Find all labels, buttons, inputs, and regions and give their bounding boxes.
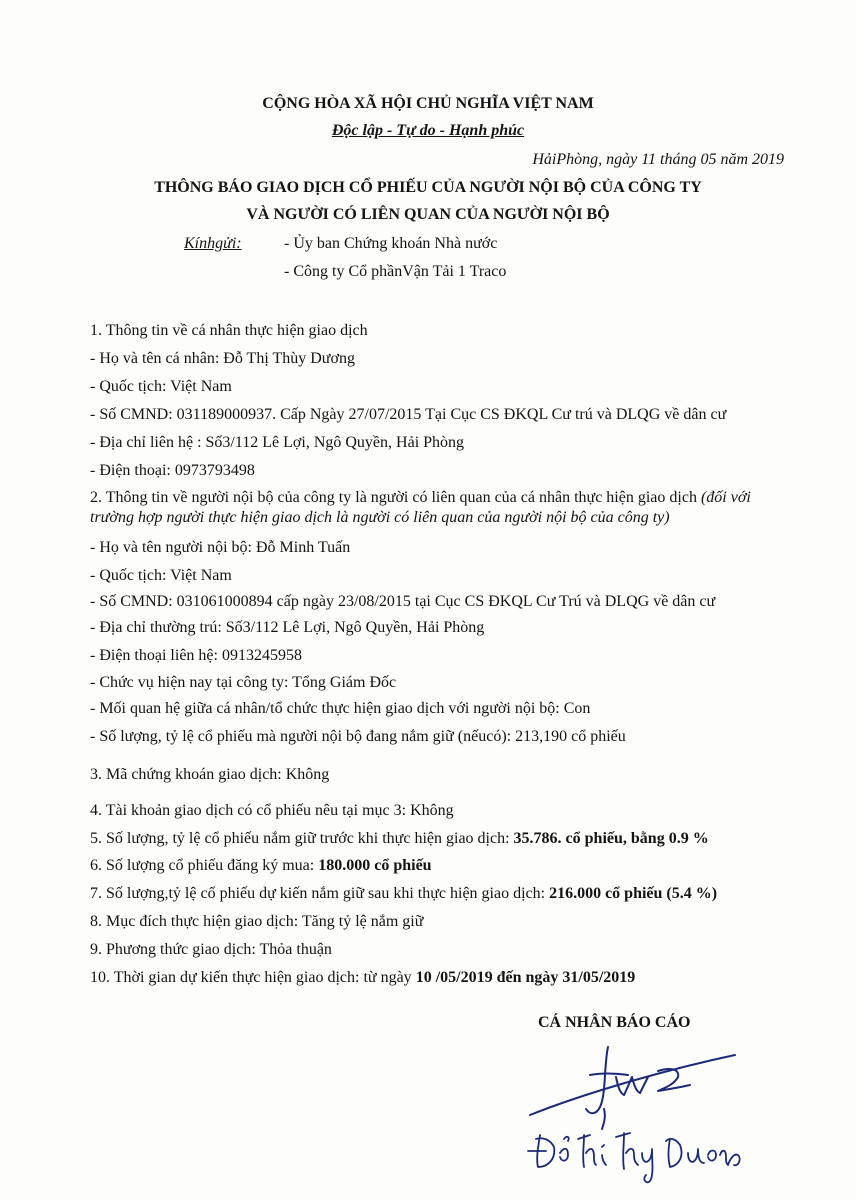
recipients-label: Kínhgửi: [184, 235, 242, 252]
item-10 [90, 968, 635, 988]
item-9: 9. Phương thức giao dịch: Thỏa thuận [90, 941, 332, 958]
item-10-value: 10 /05/2019 đến ngày 31/05/2019 [415, 969, 636, 986]
place-date: HảiPhòng, ngày 11 tháng 05 năm 2019 [532, 151, 784, 168]
recipient-item: - Ủy ban Chứng khoán Nhà nước [284, 235, 498, 252]
item-6-value: 180.000 cổ phiếu [318, 857, 432, 874]
individual-id: - Số CMND: 031189000937. Cấp Ngày 27/07/2015 Tại Cục CS ĐKQL Cư trú và DLQG về dân cư [90, 406, 727, 423]
document-title-line1: THÔNG BÁO GIAO DỊCH CỔ PHIẾU CỦA NGƯỜI NỘI BỘ CỦA CÔNG TY [154, 179, 702, 196]
item-6 [90, 856, 432, 876]
insider-name: - Họ và tên người nội bộ: Đỗ Minh Tuấn [90, 539, 351, 556]
section2-heading-text: 2. Thông tin về người nội bộ của công ty là người có liên quan của cá nhân thực hiện giao dịch [90, 489, 701, 506]
motto: Độc lập - Tự do - Hạnh phúc [331, 122, 525, 139]
signature-title: CÁ NHÂN BÁO CÁO [538, 1014, 691, 1031]
item-8: 8. Mục đích thực hiện giao dịch: Tăng tỷ lệ nắm giữ [90, 913, 424, 930]
section2-heading-note-continued: trường hợp người thực hiện giao dịch là người có liên quan của người nội bộ của công ty) [90, 509, 670, 526]
section2-heading-note: (đối với [700, 489, 751, 506]
individual-phone: - Điện thoại: 0973793498 [90, 462, 255, 479]
item-5-value: 35.786. cổ phiếu, bằng 0.9 % [513, 830, 709, 847]
insider-phone: - Điện thoại liên hệ: 0913245958 [90, 647, 302, 664]
insider-position: - Chức vụ hiện nay tại công ty: Tổng Giám Đốc [90, 674, 397, 691]
document-title-line2: VÀ NGƯỜI CÓ LIÊN QUAN CỦA NGƯỜI NỘI BỘ [246, 206, 610, 223]
item-10-label: 10. Thời gian dự kiến thực hiện giao dịch: từ ngày [90, 969, 416, 986]
item-7 [90, 884, 717, 904]
item-5 [90, 829, 709, 849]
insider-nationality: - Quốc tịch: Việt Nam [90, 567, 232, 584]
section2-heading [90, 488, 751, 508]
nation-heading: CỘNG HÒA XÃ HỘI CHỦ NGHĨA VIỆT NAM [262, 95, 594, 112]
insider-holding: - Số lượng, tỷ lệ cổ phiếu mà người nội bộ đang nắm giữ (nếucó): 213,190 cổ phiếu [90, 728, 626, 745]
individual-name: - Họ và tên cá nhân: Đỗ Thị Thùy Dương [90, 350, 355, 367]
item-5-label: 5. Số lượng, tỷ lệ cổ phiếu nắm giữ trước khi thực hiện giao dịch: [90, 830, 514, 847]
item-7-label: 7. Số lượng,tỷ lệ cổ phiếu dự kiến nắm giữ sau khi thực hiện giao dịch: [90, 885, 550, 902]
insider-id: - Số CMND: 031061000894 cấp ngày 23/08/2015 tại Cục CS ĐKQL Cư Trú và DLQG về dân cư [90, 593, 716, 610]
individual-nationality: - Quốc tịch: Việt Nam [90, 378, 232, 395]
handwritten-signature [520, 1035, 760, 1185]
item-3: 3. Mã chứng khoán giao dịch: Không [90, 766, 330, 783]
insider-relation: - Mối quan hệ giữa cá nhân/tổ chức thực hiện giao dịch với người nội bộ: Con [90, 700, 591, 717]
item-4: 4. Tài khoản giao dịch có cổ phiếu nêu tại mục 3: Không [90, 802, 454, 819]
individual-address: - Địa chỉ liên hệ : Số3/112 Lê Lợi, Ngô Quyền, Hải Phòng [90, 434, 465, 451]
insider-address: - Địa chỉ thường trú: Số3/112 Lê Lợi, Ngô Quyền, Hải Phòng [90, 619, 485, 636]
item-7-value: 216.000 cổ phiếu (5.4 %) [549, 885, 718, 902]
item-6-label: 6. Số lượng cổ phiếu đăng ký mua: [90, 857, 319, 874]
section1-heading: 1. Thông tin về cá nhân thực hiện giao dịch [90, 322, 368, 339]
recipient-item: - Công ty Cổ phầnVận Tải 1 Traco [284, 263, 507, 280]
